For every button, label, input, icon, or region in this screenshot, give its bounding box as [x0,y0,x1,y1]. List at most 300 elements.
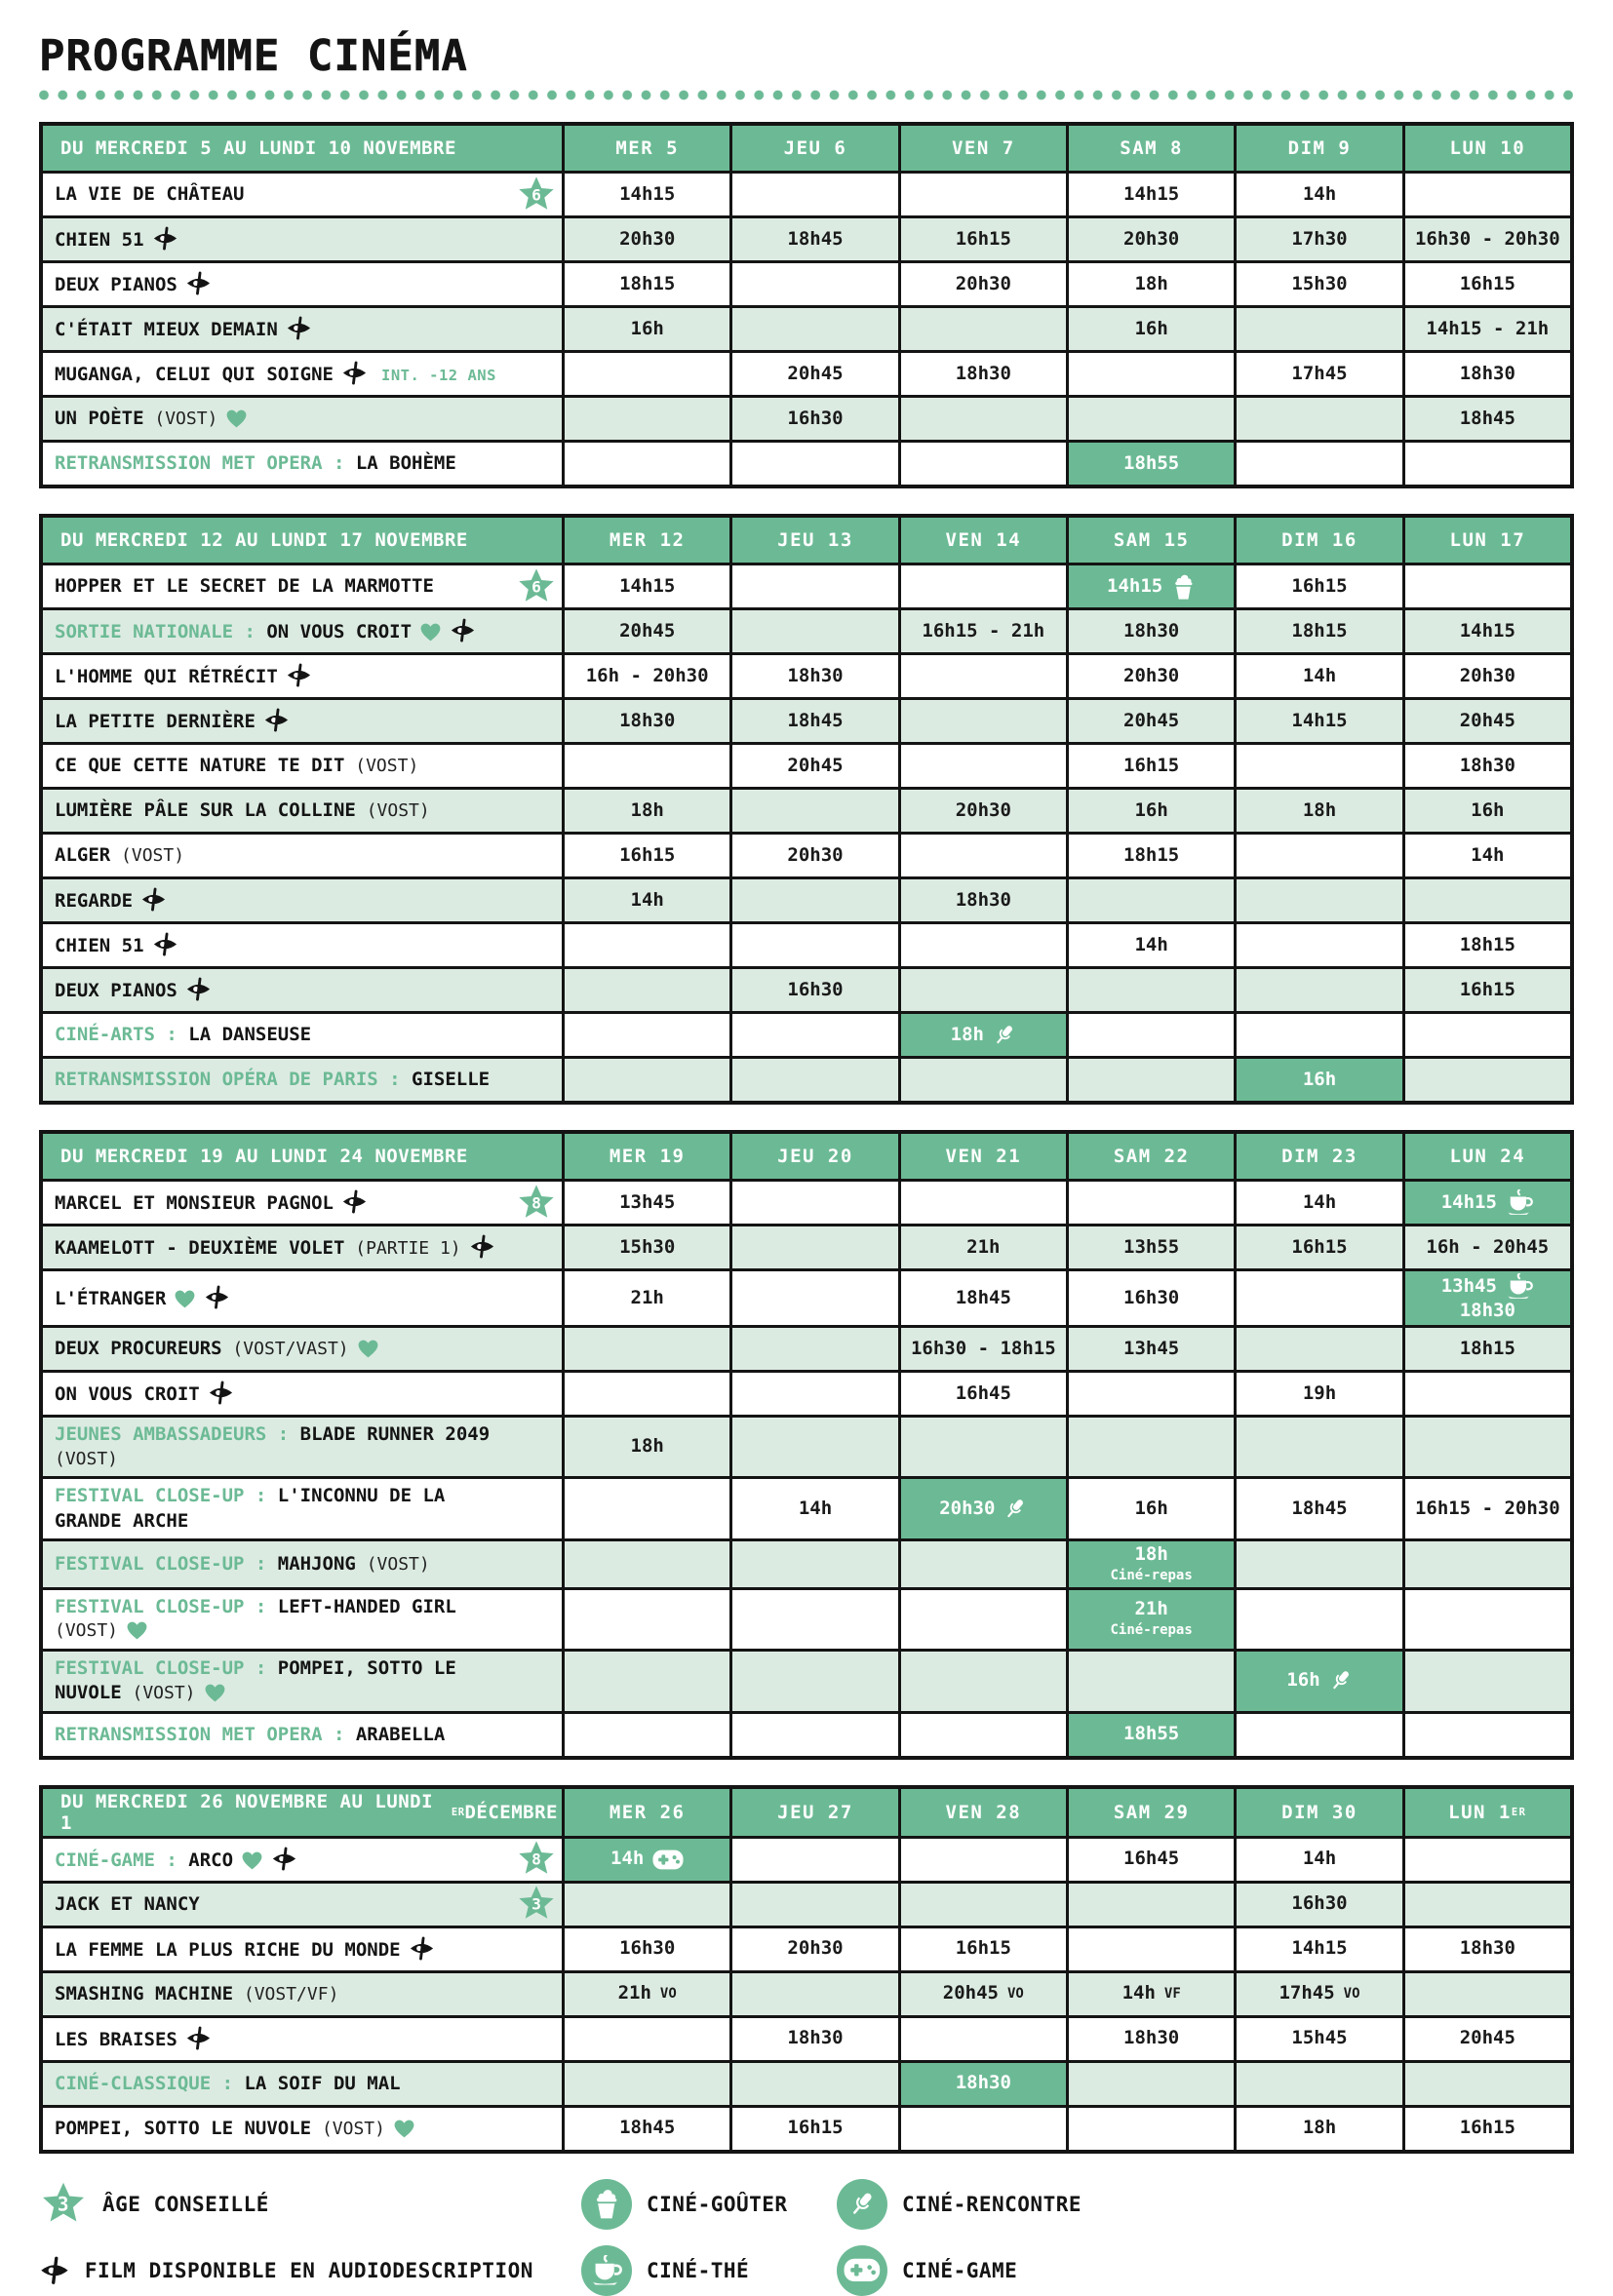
film-title: LA SOIF DU MAL [244,2072,401,2094]
heart-icon [204,1683,226,1703]
showtime-cell [729,1271,897,1325]
showtime: 20h30 [955,273,1011,295]
showtime-cell [729,218,897,260]
film-title: DEUX PROCUREURS [55,1337,222,1359]
showtime-cell [1066,700,1234,742]
showtime: 14h15 [1123,183,1180,206]
showtime-cell [729,610,897,652]
showtime: 16h - 20h30 [585,665,709,687]
showtime: 20h45 [787,755,844,777]
event-label: FESTIVAL CLOSE-UP : [55,1656,278,1679]
showtime-cell [562,353,729,395]
film-row [43,1881,1570,1926]
showtime-cell [1402,398,1570,440]
film-title-text [55,2072,401,2097]
showtime-cell [1402,1884,1570,1926]
audiodescription-icon [152,932,178,956]
showtime: 18h45 [787,710,844,732]
showtime-cell [562,1418,729,1476]
film-title: ARCO [188,1848,234,1871]
showtime-cell [1234,1541,1401,1586]
showtime-cell [898,969,1066,1011]
showtime-cell [1066,1182,1234,1224]
gamepad-legend-badge [837,2245,887,2296]
film-row [43,1415,1570,1476]
showtime: 20h30 [1123,228,1180,251]
film-title-cell [43,1418,562,1476]
film-title-cell [43,443,562,485]
film-title: JACK ET NANCY [55,1892,200,1915]
week-range-label: DU MERCREDI 26 NOVEMBRE AU LUNDI 1 ER DÉCEMBRE [43,1789,562,1836]
showtime: 18h15 [1123,844,1180,867]
legend-label: FILM DISPONIBLE EN AUDIODESCRIPTION [84,2258,533,2282]
film-title: POMPEI, SOTTO LE NUVOLE [55,1656,456,1704]
event-label: FESTIVAL CLOSE-UP : [55,1595,278,1617]
showtime-cell [729,790,897,832]
showtime-cell [1066,1328,1234,1370]
legend-label: CINÉ-GOÛTER [647,2192,788,2216]
showtime-cell [898,1652,1066,1711]
showtime-cell [1402,218,1570,260]
film-title-text [55,663,312,690]
day-header: DIM 9 [1234,126,1401,171]
showtime: 18h [1302,2117,1337,2139]
film-title-cell [43,1714,562,1756]
showtime: 18h30 [955,2072,1011,2094]
film-title-cell [43,655,562,697]
showtime-cell [898,1271,1066,1325]
film-title: POMPEI, SOTTO LE NUVOLE [55,2117,312,2139]
showtime-cell [1234,218,1401,260]
showtime: 13h45 [619,1191,676,1214]
showtime: 14h15 [619,575,676,598]
event-label: CINÉ-GAME : [55,1848,189,1871]
showtime: 17h45 [1291,363,1348,385]
showtime-cell [1402,969,1570,1011]
showtime-cell [1066,1226,1234,1268]
showtime-cell [1234,1884,1401,1926]
showtime: 15h45 [1291,2027,1348,2049]
film-title: LA FEMME LA PLUS RICHE DU MONDE [55,1938,401,1961]
showtime: 20h30 [787,1937,844,1960]
film-row [43,1587,1570,1649]
showtime-cell [1234,700,1401,742]
showtime-cell [898,565,1066,607]
film-version: (VOST/VAST) [221,1338,349,1359]
film-row [43,742,1570,787]
showtime-cell [562,218,729,260]
showtime-cell [1234,1479,1401,1538]
film-row [43,652,1570,697]
legend [39,2179,1574,2296]
heart-icon [357,1339,379,1359]
showtime-cell [898,879,1066,921]
film-title-text [55,271,212,298]
showtime-cell [729,1884,897,1926]
legend-item-cupcake [581,2179,837,2230]
audiodescription-icon [286,316,312,340]
showtime-cell [1234,174,1401,215]
film-title-cell [43,2063,562,2105]
showtime: 16h15 [955,1937,1011,1960]
showtime: 16h15 [1291,1236,1348,1259]
showtime: 18h45 [1291,1497,1348,1519]
table-header-row [43,518,1570,563]
showtime-cell [1402,1328,1570,1370]
showtime-cell [1234,924,1401,966]
showtime: 14h15 [619,183,676,206]
showtime: 16h [1134,318,1168,340]
showtime-cell [1066,1479,1234,1538]
heart-icon [241,1850,263,1871]
age-star-icon [516,567,557,606]
film-title-cell [43,1373,562,1415]
audiodescription-icon [409,1936,435,1961]
showtime: 16h15 [955,228,1011,251]
showtime-cell [1234,790,1401,832]
showtime-cell [729,700,897,742]
event-label: CINÉ-CLASSIQUE : [55,2072,245,2094]
showtime-cell [1066,835,1234,876]
showtime-cell [898,1541,1066,1586]
showtime-cell [1234,1226,1401,1268]
film-title-cell [43,1226,562,1268]
showtime-cell [1234,745,1401,787]
film-title-cell [43,1271,562,1325]
audiodescription-icon [208,1381,234,1405]
film-title-cell [43,1884,562,1926]
showtime-cell [562,263,729,305]
film-title-cell [43,263,562,305]
film-row [43,1011,1570,1056]
showtime-cell [562,1928,729,1970]
showtime-cell [562,398,729,440]
showtime: 18h15 [619,273,676,295]
showtime-second: 18h30 [1459,1300,1515,1322]
showtime: 16h15 [1459,2117,1515,2139]
film-title: HOPPER ET LE SECRET DE LA MARMOTTE [55,575,434,598]
age-star-icon [39,2181,88,2228]
showtime-cell [898,1373,1066,1415]
showtime-cell [729,565,897,607]
showtime: 16h45 [955,1381,1011,1404]
showtime-cell [1066,443,1234,485]
showtime-cell [1066,218,1234,260]
film-title-text [55,798,430,824]
age-star-icon [516,1184,557,1223]
week-range-label: DU MERCREDI 19 AU LUNDI 24 NOVEMBRE [43,1134,562,1179]
showtime-cell [1234,443,1401,485]
film-title: MUGANGA, CELUI QUI SOIGNE [55,364,334,386]
showtime-cell [562,443,729,485]
showtime-cell [898,655,1066,697]
showtime: 16h [630,318,664,340]
svg-text:3: 3 [531,1895,541,1915]
film-title: DEUX PIANOS [55,274,177,296]
showtime-cell [1234,263,1401,305]
showtime-cell [898,398,1066,440]
audiodescription-icon [341,361,368,385]
showtime-cell [1234,1328,1401,1370]
showtime-cell [1402,174,1570,215]
showtime: 13h45 [1441,1273,1534,1300]
showtime: 16h30 [787,408,844,430]
age-star-icon [516,1885,557,1924]
film-title-cell [43,1973,562,2015]
film-row [43,305,1570,350]
showtime-cell [1402,1714,1570,1756]
showtime-cell [729,879,897,921]
film-title-cell [43,1182,562,1224]
week-range-label: DU MERCREDI 5 AU LUNDI 10 NOVEMBRE [43,126,562,171]
film-version: (VOST) [311,2118,385,2139]
film-title-text [55,1595,505,1644]
showtime-cell [1066,1059,1234,1101]
showtime-cell [898,443,1066,485]
showtime-cell [898,700,1066,742]
showtime-cell [1402,1928,1570,1970]
showtime-cell [1234,353,1401,395]
showtime-cell [729,443,897,485]
film-title-text [55,887,167,915]
showtime-cell [562,2018,729,2060]
film-row [43,832,1570,876]
showtime-cell [1066,879,1234,921]
film-row [43,1476,1570,1538]
showtime-cell [1234,308,1401,350]
showtime-cell [562,790,729,832]
film-title-text [55,1723,445,1748]
film-row [43,1370,1570,1415]
film-title-text [55,754,418,779]
day-header: VEN 7 [898,126,1066,171]
showtime-cell [1066,1884,1234,1926]
showtime: 18h [1134,273,1168,295]
showtime-cell [1234,1014,1401,1056]
film-title-cell [43,565,562,607]
showtime: 14h15 [1459,620,1515,642]
audiodescription-icon [286,663,312,687]
showtime-cell [898,174,1066,215]
day-header: LUN 10 [1402,126,1570,171]
showtime-cell [1234,565,1401,607]
showtime-cell [729,308,897,350]
film-title-cell [43,174,562,215]
film-row [43,171,1570,215]
film-title-text [55,451,456,477]
showtime-cell [562,1271,729,1325]
cupcake-legend-badge [581,2179,632,2230]
version-suffix: VO [1343,1985,1360,2002]
event-label: RETRANSMISSION OPÉRA DE PARIS : [55,1069,413,1091]
showtime: 14h [798,1497,833,1519]
showtime-cell [562,1973,729,2015]
audiodescription-icon [140,887,167,912]
showtime-cell [1402,1652,1570,1711]
showtime-cell [1402,2018,1570,2060]
film-title-cell [43,1652,562,1711]
showtime: 18h15 [1459,1337,1515,1359]
showtime: 16h15 - 20h30 [1414,1497,1560,1519]
showtime: 21h [1134,1598,1168,1620]
showtime-cell [1066,1714,1234,1756]
film-row [43,1224,1570,1268]
showtime-cell [729,1928,897,1970]
showtime-cell [1234,1418,1401,1476]
showtime-cell [1066,2108,1234,2150]
showtime-cell [898,1182,1066,1224]
film-title-cell [43,1928,562,1970]
showtime: 14h [1302,1191,1337,1214]
showtime: 14h [1134,934,1168,956]
showtime-cell [1234,1373,1401,1415]
showtime: 20h30 [1459,665,1515,687]
showtime-cell [1066,1271,1234,1325]
showtime: 16h30 [1123,1286,1180,1308]
film-version: (VOST) [355,800,430,822]
version-suffix: VF [1163,1985,1181,2002]
showtime-cell [1402,1479,1570,1538]
showtime-cell [1234,1928,1401,1970]
showtime: 14h15 [1291,1937,1348,1960]
film-version: (VOST) [55,1620,119,1642]
showtime: 14h [1302,1848,1337,1870]
showtime-cell [1402,879,1570,921]
showtime-cell [729,1590,897,1649]
microphone-icon [1329,1669,1353,1693]
showtime-cell [562,745,729,787]
event-label: SORTIE NATIONALE : [55,621,267,643]
film-title: LUMIÈRE PÂLE SUR LA COLLINE [55,799,356,822]
event-label: RETRANSMISSION MET OPERA : [55,452,356,475]
showtime: 20h45 [787,363,844,385]
film-title: LA DANSEUSE [188,1024,312,1046]
day-header: VEN 21 [898,1134,1066,1179]
showtime-cell [729,174,897,215]
version-suffix: VO [1006,1985,1024,2002]
age-star-icon [516,1840,557,1879]
film-title-cell [43,1839,562,1881]
showtime: 20h30 [955,799,1011,822]
film-title: L'INCONNU DE LA GRANDE ARCHE [55,1485,446,1532]
film-title-text [55,1285,230,1312]
film-row [43,1711,1570,1756]
showtime-cell [898,1059,1066,1101]
showtime: 20h30 [787,844,844,867]
gamepad-icon [844,2258,881,2282]
day-header: JEU 6 [729,126,897,171]
film-title-text [55,1552,430,1577]
showtime: 18h45 [1459,408,1515,430]
showtime: 18h30 [1123,2027,1180,2049]
showtime: 14h15 [1107,573,1196,601]
film-title-text [55,1656,505,1706]
showtime-cell [729,1479,897,1538]
film-row [43,215,1570,260]
showtime: 16h45 [1123,1848,1180,1870]
day-header: DIM 23 [1234,1134,1401,1179]
audiodescription-icon [185,271,212,295]
audiodescription-icon [271,1847,297,1871]
microphone-icon [1003,1498,1027,1521]
showtime-cell [1402,1541,1570,1586]
showtime-cell [1234,1714,1401,1756]
event-label: RETRANSMISSION MET OPERA : [55,1723,356,1745]
film-version: (VOST) [355,1553,430,1575]
showtime-cell [898,308,1066,350]
svg-text:3: 3 [57,2193,70,2216]
showtime-cell [562,924,729,966]
film-row [43,2060,1570,2105]
film-title-text [55,361,496,388]
showtime-cell [898,1973,1066,2015]
day-header: LUN 1 ER [1402,1789,1570,1836]
showtime-cell [1066,1973,1234,2015]
showtime: 16h30 [787,979,844,1001]
showtime-cell [729,1373,897,1415]
showtime-cell [1066,969,1234,1011]
film-row [43,2015,1570,2060]
mic-legend-badge [837,2179,887,2230]
showtime: 18h30 [955,363,1011,385]
showtime-cell [898,1884,1066,1926]
page-title-regular: PROGRAMME CINÉMA [39,31,468,81]
film-title-cell [43,1479,562,1538]
showtime: 18h [1134,1543,1168,1566]
day-header: SAM 22 [1066,1134,1234,1179]
film-title: CHIEN 51 [55,229,144,252]
legend-item-star [39,2181,581,2228]
showtime-cell [562,1652,729,1711]
showtime: 14h [630,889,664,912]
showtime-cell [729,1182,897,1224]
showtime: 18h55 [1123,452,1180,475]
showtime-cell [1066,610,1234,652]
film-row [43,1538,1570,1586]
showtime: 14h [1471,844,1505,867]
day-header: MER 12 [562,518,729,563]
film-row [43,787,1570,832]
film-title: SMASHING MACHINE [55,1982,234,2004]
film-title-cell [43,2018,562,2060]
audiodescription-icon [185,2026,212,2050]
showtime: 18h [630,1435,664,1458]
age-restriction-note: INT. -12 ANS [380,367,496,385]
film-title: REGARDE [55,890,134,913]
showtime-cell [1234,2108,1401,2150]
film-title: CE QUE CETTE NATURE TE DIT [55,755,345,777]
svg-text:8: 8 [531,1850,541,1870]
showtime-cell [1234,2018,1401,2060]
showtime-cell [898,610,1066,652]
showtime-cell [898,2063,1066,2105]
showtime-cell [729,2018,897,2060]
showtime: 14h VF [1121,1982,1181,2004]
tea-icon [590,2255,623,2286]
film-title: ARABELLA [355,1723,446,1745]
showtime: 16h [1286,1669,1352,1693]
legend-label: CINÉ-THÉ [647,2258,750,2282]
showtime-cell [1234,1590,1401,1649]
day-header: SAM 15 [1066,518,1234,563]
showtime: 18h30 [619,710,676,732]
showtime-cell [898,790,1066,832]
event-label: FESTIVAL CLOSE-UP : [55,1485,278,1507]
showtime: 16h15 [787,2117,844,2139]
showtime-cell [729,969,897,1011]
film-title: LA PETITE DERNIÈRE [55,711,256,733]
showtime-cell [898,1928,1066,1970]
